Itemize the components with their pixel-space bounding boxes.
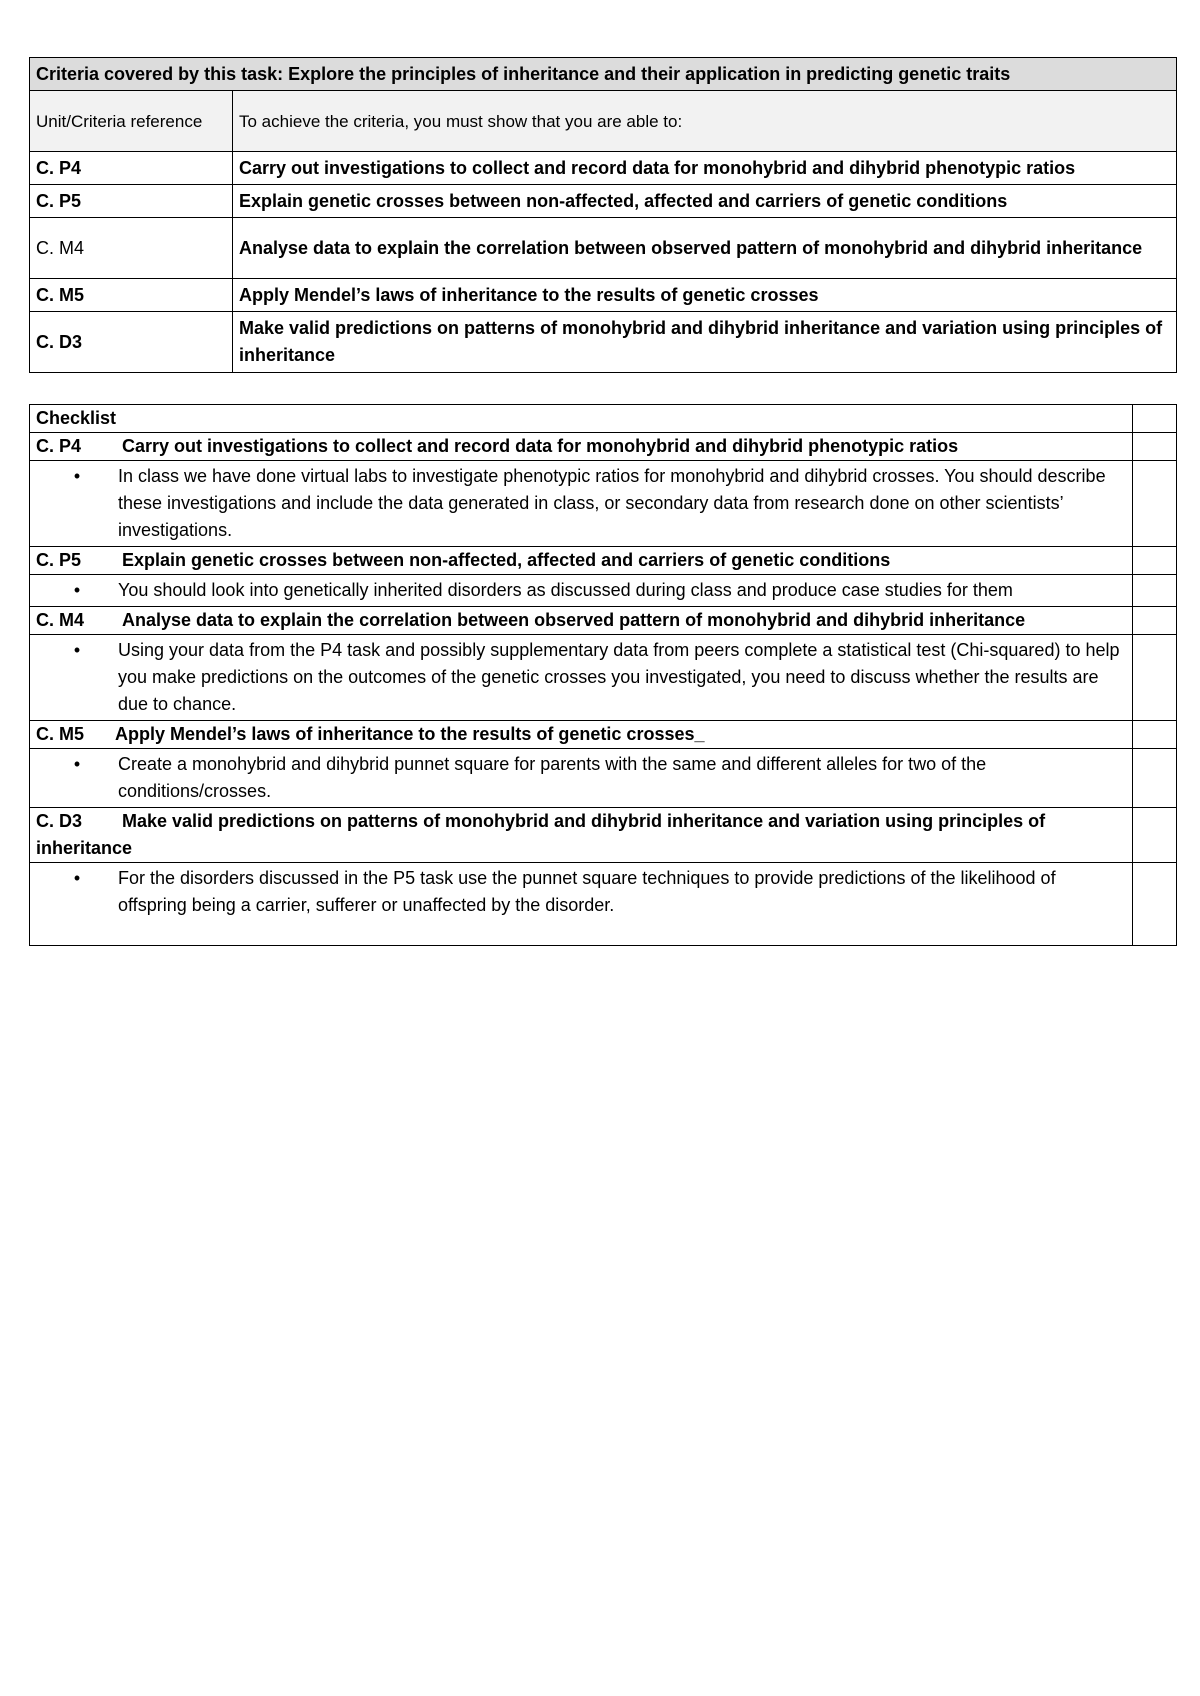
criterion-title: Carry out investigations to collect and record data for monohybrid and dihybrid phenotypic ratios	[122, 436, 959, 456]
bullet-icon: •	[73, 640, 81, 660]
checklist-criterion-row	[30, 721, 1177, 749]
checklist-criterion	[30, 607, 1133, 635]
bullet-text: For the disorders discussed in the P5 task use the punnet square techniques to provide predictions of the likelihood of offspring being a carrier, sufferer or unaffected by the disorder.	[118, 868, 1056, 915]
checklist-criterion	[30, 721, 1133, 749]
checklist-bullet	[30, 575, 1133, 607]
tick-box[interactable]	[1132, 547, 1176, 575]
checklist-bullet-row	[30, 575, 1177, 607]
checklist-criterion	[30, 808, 1133, 863]
tick-box[interactable]	[1132, 721, 1176, 749]
criteria-subheader-row	[30, 91, 1177, 152]
tick-box[interactable]	[1132, 863, 1176, 946]
checklist-bullet-row	[30, 863, 1177, 946]
criteria-desc: Carry out investigations to collect and record data for monohybrid and dihybrid phenotypic ratios	[233, 152, 1177, 185]
criterion-code: C. M4	[36, 610, 85, 630]
tick-box[interactable]	[1132, 607, 1176, 635]
checklist-bullet-row	[30, 635, 1177, 721]
tick-box[interactable]	[1132, 405, 1176, 433]
checklist-criterion	[30, 433, 1133, 461]
checklist-table	[29, 404, 1177, 946]
criteria-desc: Apply Mendel’s laws of inheritance to the results of genetic crosses	[233, 279, 1177, 312]
criterion-code: C. P5	[36, 550, 82, 570]
tick-box[interactable]	[1132, 433, 1176, 461]
bullet-text: In class we have done virtual labs to investigate phenotypic ratios for monohybrid and dihybrid crosses. You should describe these investigations and include the data generated in class, or secondary data from research done on other scientists’ investigations.	[118, 466, 1106, 540]
criteria-ref: C. P5	[30, 185, 233, 218]
criteria-row	[30, 218, 1177, 279]
criteria-row	[30, 312, 1177, 373]
criterion-code: C. M5	[36, 724, 85, 744]
bullet-text: You should look into genetically inherited disorders as discussed during class and produce case studies for them	[118, 580, 1013, 600]
tick-box[interactable]	[1132, 808, 1176, 863]
criterion-code: C. D3	[36, 811, 83, 831]
criteria-desc: Analyse data to explain the correlation between observed pattern of monohybrid and dihybrid inheritance	[233, 218, 1177, 279]
criteria-ref: C. P4	[30, 152, 233, 185]
bullet-icon: •	[73, 754, 81, 774]
checklist-bullet	[30, 749, 1133, 808]
tick-box[interactable]	[1132, 575, 1176, 607]
checklist-bullet-row	[30, 461, 1177, 547]
criterion-code: C. P4	[36, 436, 82, 456]
criteria-row	[30, 152, 1177, 185]
criteria-row	[30, 185, 1177, 218]
checklist-bullet	[30, 635, 1133, 721]
desc-heading: To achieve the criteria, you must show that you are able to:	[233, 91, 1177, 152]
checklist-criterion	[30, 547, 1133, 575]
criterion-title: Apply Mendel’s laws of inheritance to the results of genetic crosses_	[115, 724, 705, 744]
tick-box[interactable]	[1132, 749, 1176, 808]
checklist-criterion-row	[30, 808, 1177, 863]
bullet-icon: •	[73, 466, 81, 486]
tick-box[interactable]	[1132, 461, 1176, 547]
criteria-table	[29, 57, 1177, 373]
checklist-criterion-row	[30, 607, 1177, 635]
criteria-ref: C. D3	[30, 312, 233, 373]
tick-box[interactable]	[1132, 635, 1176, 721]
checklist-bullet	[30, 461, 1133, 547]
bullet-text: Create a monohybrid and dihybrid punnet square for parents with the same and different alleles for two of the conditions/crosses.	[118, 754, 987, 801]
criteria-row	[30, 279, 1177, 312]
checklist-title-row	[30, 405, 1177, 433]
criteria-desc: Explain genetic crosses between non-affected, affected and carriers of genetic conditions	[233, 185, 1177, 218]
checklist-bullet	[30, 863, 1133, 946]
checklist-bullet-row	[30, 749, 1177, 808]
bullet-icon: •	[73, 868, 81, 888]
bullet-text: Using your data from the P4 task and possibly supplementary data from peers complete a statistical test (Chi-squared) to help you make predictions on the outcomes of the genetic crosses you investigated, you need to discuss whether the results are due to chance.	[118, 640, 1120, 714]
checklist-criterion-row	[30, 547, 1177, 575]
checklist-criterion-row	[30, 433, 1177, 461]
criterion-title: Explain genetic crosses between non-affected, affected and carriers of genetic conditions	[122, 550, 891, 570]
criterion-title: Analyse data to explain the correlation between observed pattern of monohybrid and dihybrid inheritance	[122, 610, 1026, 630]
criteria-ref: C. M5	[30, 279, 233, 312]
criterion-title: Make valid predictions on patterns of monohybrid and dihybrid inheritance and variation using principles of inheritance	[36, 811, 1046, 858]
criteria-header-row	[30, 58, 1177, 91]
checklist-title: Checklist	[30, 405, 1133, 433]
ref-heading: Unit/Criteria reference	[30, 91, 233, 152]
criteria-ref: C. M4	[30, 218, 233, 279]
criteria-header: Criteria covered by this task: Explore the principles of inheritance and their application in predicting genetic traits	[30, 58, 1177, 91]
bullet-icon: •	[73, 580, 81, 600]
criteria-desc: Make valid predictions on patterns of monohybrid and dihybrid inheritance and variation using principles of inheritance	[233, 312, 1177, 373]
